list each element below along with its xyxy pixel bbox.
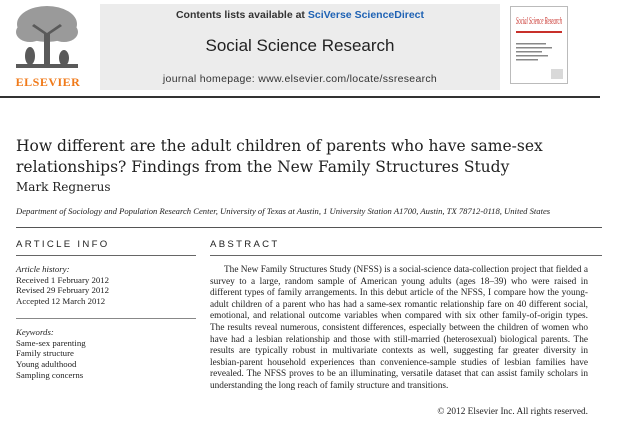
article-title: How different are the adult children of parents who have same-sex relationships? Findings from the New Family Structures Study bbox=[16, 137, 543, 176]
cover-title-line-1: Social Science Research bbox=[516, 16, 562, 27]
keyword-item: Sampling concerns bbox=[16, 369, 84, 380]
abstract-text: The New Family Structures Study (NFSS) is a social-science data-collection project that fielded a survey to a large, random sample of American young adults (ages 18–39) who were raised in different types of family arrangements. In this debut article of the NFSS, I compare how the young-adult children of a parent who has had a same-sex romantic relationship fare on 40 different social, emotional, and relational outcome variables when compared with six other family-of-origin types. The results reveal numerous, consistent differences, especially between the children of women who have had a lesbian relationship and those with still-married (heterosexual) biological parents. The results are typically robust in multivariate contexts as well, suggesting far greater diversity in lesbian-parent household experiences than convenience-sample studies of lesbian families have revealed. The NFSS proves to be an illuminating, versatile dataset that can assist family scholars in understanding the long reach of family structure and transitions. bbox=[210, 265, 588, 391]
copyright-notice: © 2012 Elsevier Inc. All rights reserved. bbox=[437, 407, 588, 417]
publisher-name: ELSEVIER bbox=[15, 75, 81, 89]
history-label: Article history: bbox=[16, 264, 70, 274]
author-name[interactable]: Mark Regnerus bbox=[16, 180, 111, 194]
history-item: Received 1 February 2012 bbox=[16, 274, 110, 285]
keyword-item: Family structure bbox=[16, 348, 74, 359]
journal-name: Social Science Research bbox=[205, 36, 395, 55]
homepage-url[interactable]: www.elsevier.com/locate/ssresearch bbox=[258, 73, 438, 85]
homepage-label: journal homepage: bbox=[162, 73, 259, 85]
article-history bbox=[16, 264, 109, 306]
article-info-heading: ARTICLE INFO bbox=[16, 239, 110, 250]
journal-cover-thumbnail bbox=[510, 6, 568, 84]
history-item: Accepted 12 March 2012 bbox=[16, 295, 106, 306]
title-divider bbox=[16, 227, 602, 228]
keywords-label: Keywords: bbox=[16, 327, 54, 337]
sciencedirect-link[interactable]: SciVerse ScienceDirect bbox=[307, 9, 425, 21]
keywords-list bbox=[16, 327, 86, 381]
abstract-heading: ABSTRACT bbox=[210, 239, 280, 250]
contents-line bbox=[100, 9, 500, 21]
journal-homepage bbox=[100, 73, 500, 85]
keyword-item: Young adulthood bbox=[16, 359, 77, 370]
abstract-divider bbox=[210, 255, 602, 256]
history-item: Revised 29 February 2012 bbox=[16, 285, 110, 295]
article-info-divider bbox=[16, 255, 196, 256]
author-affiliation: Department of Sociology and Population Research Center, University of Texas at Austin, 1 University Station A1700, Austin, TX 78712-0118, United States bbox=[16, 206, 551, 216]
keywords-divider bbox=[16, 318, 196, 319]
header-divider bbox=[0, 96, 600, 98]
keyword-item: Same-sex parenting bbox=[16, 337, 86, 348]
contents-prefix: Contents lists available at bbox=[175, 9, 308, 21]
